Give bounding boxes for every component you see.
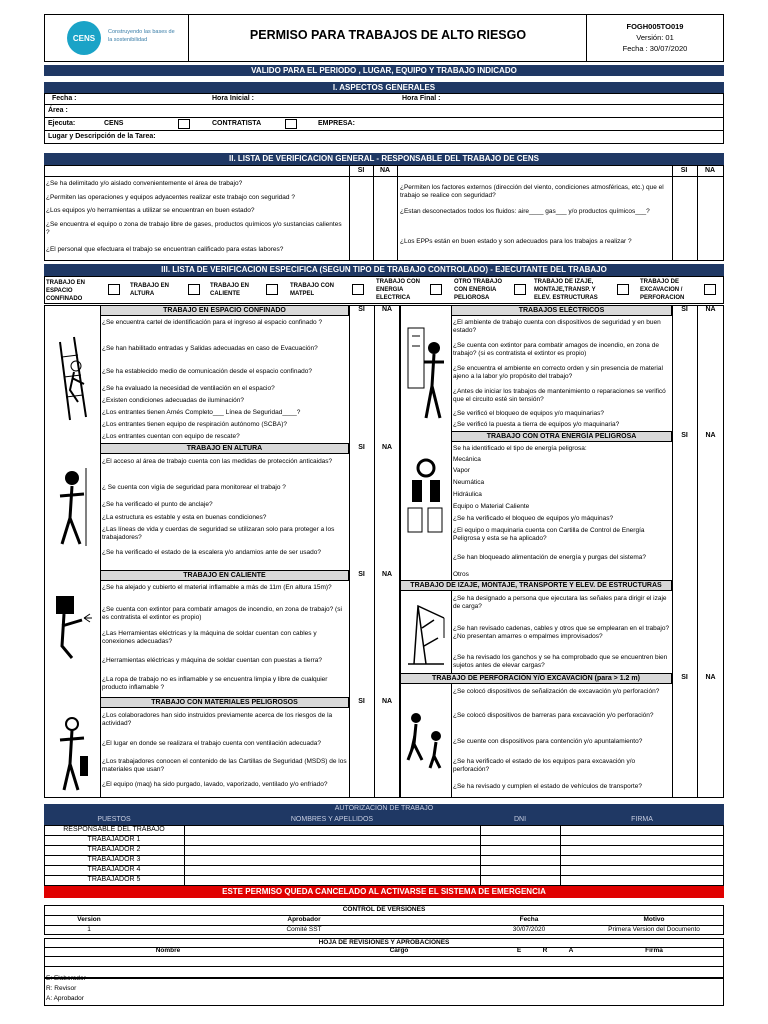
sec2-na-right: NA bbox=[704, 167, 716, 174]
type-caliente-checkbox[interactable] bbox=[266, 284, 278, 295]
legend-e: E: Elaborador bbox=[46, 975, 86, 982]
height-worker-icon bbox=[52, 468, 94, 548]
list-item: ¿Los colaboradores han sido instruidos previamente acerca de los riesgos de la actividad? bbox=[102, 712, 333, 727]
sec2-line bbox=[44, 176, 724, 177]
hazmat-worker-icon bbox=[54, 716, 92, 792]
sec2-na-left: NA bbox=[379, 167, 391, 174]
list-item: ¿Se han revisado cadenas, cables y otros que se emplearan en el trabajo? ¿No presentan amarres o empalmes improvisados? bbox=[453, 625, 670, 640]
type-electrica-label: TRABAJO CON ENERGIA ELECTRICA bbox=[376, 279, 420, 301]
col-line bbox=[100, 305, 101, 798]
list-item: ¿Los entrantes cuentan con equipo de rescate? bbox=[102, 433, 240, 440]
list-item: ¿Se han bloqueado alimentación de energía y purgas del sistema? bbox=[453, 554, 646, 561]
legend-box bbox=[44, 978, 724, 1006]
list-item: ¿Permiten las operaciones y equipos adyacentes realizar este trabajo con seguridad ? bbox=[46, 194, 295, 201]
list-item: ¿Se ha verificado el bloqueo de equipos y/o máquinas? bbox=[453, 515, 614, 522]
list-item: Vapor bbox=[453, 467, 470, 474]
list-item: ¿La estructura es estable y esta en buenas condiciones? bbox=[102, 514, 267, 521]
ver-fecha: 30/07/2020 bbox=[512, 926, 546, 933]
type-caliente-label: TRABAJO EN CALIENTE bbox=[210, 283, 250, 297]
type-izaje-label: TRABAJO DE IZAJE, MONTAJE,TRANSP. Y ELEV. ESTRUCTURAS bbox=[534, 279, 598, 301]
type-energia-checkbox[interactable] bbox=[514, 284, 526, 295]
document-version: Versión: 01 bbox=[636, 33, 674, 42]
table-row: TRABAJADOR 1 bbox=[87, 836, 141, 843]
col-line bbox=[374, 305, 375, 798]
valid-band: VALIDO PARA EL PERIODO , LUGAR, EQUIPO Y TRABAJO INDICADO bbox=[44, 65, 724, 76]
ver-col-motivo: Motivo bbox=[643, 916, 665, 923]
electrician-icon bbox=[404, 322, 448, 422]
list-item: ¿Se ha establecido medio de comunicación desde el espacio confinado? bbox=[102, 368, 312, 375]
list-item: ¿Se cuente con dispositivos para contención y/o apuntalamiento? bbox=[453, 738, 643, 745]
versions-title: CONTROL DE VERSIONES bbox=[342, 906, 426, 913]
sec2-col bbox=[373, 165, 374, 261]
list-item: ¿El acceso al área de trabajo cuenta con las medidas de protección anticaidas? bbox=[102, 458, 333, 465]
list-item: ¿Los equipos y/o herramientas a utilizar se encuentran en buen estado? bbox=[46, 207, 255, 214]
ejecuta-label: Ejecuta: bbox=[48, 120, 76, 127]
type-confinado-checkbox[interactable] bbox=[108, 284, 120, 295]
contratista-checkbox[interactable] bbox=[285, 119, 297, 129]
na-header: NA bbox=[381, 571, 393, 578]
svg-text:CENS: CENS bbox=[72, 34, 96, 43]
electricos-title: TRABAJOS ELÉCTRICOS bbox=[451, 305, 672, 316]
sec1-line bbox=[44, 104, 724, 105]
list-item: ¿Se encuentra el equipo o zona de trabajo libre de gases, productos químicos y/o sustancias calientes ? bbox=[46, 221, 342, 236]
list-item: ¿Existen condiciones adecuadas de iluminación? bbox=[102, 397, 245, 404]
list-item: Otros bbox=[453, 571, 469, 578]
ver-col-aprobador: Aprobador bbox=[287, 916, 321, 923]
list-item: ¿Se colocó dispositivos de señalización de excavación y/o perforación? bbox=[453, 688, 660, 695]
caliente-title: TRABAJO EN CALIENTE bbox=[100, 570, 349, 581]
list-item: ¿Las Herramientas eléctricas y la máquina de soldar cuentan con cables y conexiones adecuadas? bbox=[102, 630, 317, 645]
type-altura-checkbox[interactable] bbox=[188, 284, 200, 295]
sec2-col bbox=[697, 165, 698, 261]
list-item: ¿Se encuentra el ambiente en correcto orden y sin presencia de material ajeno a la labor y/o propósito del trabajo? bbox=[453, 365, 663, 380]
si-header: SI bbox=[358, 698, 365, 705]
list-item: ¿Se han habilitado entradas y Salidas adecuadas en caso de Evacuación? bbox=[102, 345, 318, 352]
cens-checkbox[interactable] bbox=[178, 119, 190, 129]
na-header: NA bbox=[705, 306, 716, 313]
cens-option-label: CENS bbox=[104, 120, 124, 127]
altura-title: TRABAJO EN ALTURA bbox=[100, 443, 349, 454]
rev-col-cargo: Cargo bbox=[389, 947, 409, 954]
na-header: NA bbox=[381, 306, 393, 313]
list-item: ¿Se cuenta con extintor para combatir amagos de incendio, en zona de trabajo? (si es contratista el extintor es propio) bbox=[453, 342, 659, 357]
list-item: ¿Los entrantes tienen equipo de respiración autónomo (SCBA)? bbox=[102, 421, 287, 428]
list-item: ¿Los EPPs están en buen estado y son adecuados para los trabajos a realizar ? bbox=[400, 238, 632, 245]
list-item: ¿Se ha verificado el estado de la escalera y/o andamios ante de ser usado? bbox=[102, 549, 321, 556]
rev-col-e: E bbox=[516, 947, 522, 954]
list-item: ¿La ropa de trabajo no es inflamable y se encuentra limpia y libre de cualquier producto inflamable ? bbox=[102, 676, 328, 691]
auth-col-puestos: PUESTOS bbox=[97, 816, 131, 823]
na-header: NA bbox=[381, 698, 393, 705]
perforacion-title: TRABAJO DE PERFORACIÓN Y/O EXCAVACIÓN (para > 1.2 m) bbox=[400, 673, 672, 684]
legend-r: R: Revisor bbox=[46, 985, 77, 992]
fecha-label: Fecha : bbox=[52, 95, 77, 102]
table-row: TRABAJADOR 5 bbox=[87, 876, 141, 883]
list-item: ¿El personal que efectuara el trabajo se encuentran calificado para estas labores? bbox=[46, 246, 284, 253]
rev-col-a: A bbox=[568, 947, 574, 954]
rev-col-r: R bbox=[542, 947, 548, 954]
table-row: RESPONSABLE DEL TRABAJO bbox=[63, 826, 165, 833]
list-item: ¿Se ha verificado el estado de los equipos para excavación y/o perforación? bbox=[453, 758, 636, 773]
list-item: ¿Se ha evaluado la necesidad de ventilación en el espacio? bbox=[102, 385, 275, 392]
list-item: ¿Antes de iniciar los trabajos de mantenimiento o reparaciones se verificó que el circuito esté sin tensión? bbox=[453, 388, 666, 403]
contratista-option-label: CONTRATISTA bbox=[212, 120, 262, 127]
izaje-title: TRABAJO DE IZAJE, MONTAJE, TRANSPORTE Y ELEV. DE ESTRUCTURAS bbox=[400, 580, 672, 591]
list-item: Equipo o Material Caliente bbox=[453, 503, 530, 510]
sec2-divider bbox=[397, 165, 398, 261]
hora-inicial-label: Hora Inicial : bbox=[212, 95, 255, 102]
list-item: ¿Se verificó la puesta a tierra de equipos y/o maquinaria? bbox=[453, 421, 620, 428]
ver-aprobador: Comité SST bbox=[286, 926, 322, 933]
si-header: SI bbox=[358, 444, 365, 451]
type-excavacion-label: TRABAJO DE EXCAVACION / PERFORACION bbox=[640, 279, 685, 301]
sec1-line bbox=[44, 130, 724, 131]
legend-a: A: Aprobador bbox=[46, 995, 84, 1002]
rev-col-firma: Firma bbox=[645, 947, 663, 954]
auth-title: AUTORIZACION DE TRABAJO bbox=[44, 804, 724, 814]
confined-space-worker-icon bbox=[52, 332, 92, 422]
si-header: SI bbox=[681, 306, 688, 313]
sec1-line bbox=[44, 117, 724, 118]
ver-version: 1 bbox=[87, 926, 91, 933]
sec2-col bbox=[349, 165, 350, 261]
list-item: ¿ Se cuenta con vigía de seguridad para monitorear el trabajo ? bbox=[102, 484, 286, 491]
section3-title: III. LISTA DE VERIFICACION ESPECIFICA (SEGUN TIPO DE TRABAJO CONTROLADO) - EJECUTANTE DEL TRABAJO bbox=[44, 264, 724, 276]
energia-title: TRABAJO CON OTRA ENERGÍA PELIGROSA bbox=[451, 431, 672, 442]
sec2-si-left: SI bbox=[357, 167, 365, 174]
list-item: ¿Se ha verificado el punto de anclaje? bbox=[102, 501, 213, 508]
ver-motivo: Primera Version del Documento bbox=[608, 926, 700, 933]
ver-col-fecha: Fecha bbox=[519, 916, 539, 923]
list-item: ¿Se ha revisado los ganchos y se ha comprobado que se encuentren bien sujetos antes de elevar cargas? bbox=[453, 654, 668, 669]
list-item: Se ha identificado el tipo de energía peligrosa: bbox=[453, 445, 587, 452]
list-item: ¿Los trabajadores conocen el contenido de las Cartillas de Seguridad (MSDS) de los materiales que usan? bbox=[102, 758, 347, 773]
section2-title: II. LISTA DE VERIFICACION GENERAL - RESPONSABLE DEL TRABAJO DE CENS bbox=[44, 153, 724, 165]
si-header: SI bbox=[681, 674, 688, 681]
na-header: NA bbox=[381, 444, 393, 451]
list-item: Neumática bbox=[453, 479, 485, 486]
list-item: ¿Permiten los factores externos (dirección del viento, condiciones atmosféricas, etc.) que el trabajo se realice con seguridad? bbox=[400, 184, 664, 199]
rev-line bbox=[44, 966, 724, 967]
table-row: TRABAJADOR 4 bbox=[87, 866, 141, 873]
table-row: TRABAJADOR 2 bbox=[87, 846, 141, 853]
rev-line bbox=[44, 956, 724, 957]
col-line bbox=[672, 305, 673, 798]
list-item: ¿Se ha designado a persona que ejecutara las señales para dirigir el izaje de carga? bbox=[453, 595, 667, 610]
document-code: FOGH005TO019 bbox=[626, 22, 684, 31]
crane-icon bbox=[404, 598, 448, 668]
si-header: SI bbox=[358, 571, 365, 578]
list-item: ¿El lugar en donde se realizara el trabajo cuenta con ventilación adecuada? bbox=[102, 740, 321, 747]
list-item: ¿El equipo (maq) ha sido purgado, lavado, vaporizado, ventilado y/o enfriado? bbox=[102, 781, 328, 788]
lockout-tags-icon bbox=[404, 456, 448, 536]
na-header: NA bbox=[705, 674, 716, 681]
list-item: ¿Se ha alejado y cubierto el material inflamable a más de 11m (En altura 15m)? bbox=[102, 584, 332, 591]
area-label: Área : bbox=[48, 107, 68, 114]
list-item: ¿El equipo o maquinaria cuenta con Cartilla de Control de Energía Peligrosa y esta se ha aplicado? bbox=[453, 527, 645, 542]
auth-col-nombres: NOMBRES Y APELLIDOS bbox=[290, 816, 374, 823]
table-row: TRABAJADOR 3 bbox=[87, 856, 141, 863]
emergency-banner: ESTE PERMISO QUEDA CANCELADO AL ACTIVARSE EL SISTEMA DE EMERGENCIA bbox=[44, 886, 724, 898]
type-matpel-label: TRABAJO CON MATPEL bbox=[290, 283, 335, 297]
hora-final-label: Hora Final : bbox=[402, 95, 441, 102]
type-energia-label: OTRO TRABAJO CON ENERGIA PELIGROSA bbox=[454, 279, 502, 301]
col-line bbox=[451, 305, 452, 798]
list-item: Hidráulica bbox=[453, 491, 482, 498]
list-item: ¿Estan desconectados todos los fluidos: aire____ gas___ y/o productos químicos___? bbox=[400, 208, 650, 215]
list-item: ¿Se verificó el bloqueo de equipos y/o maquinarias? bbox=[453, 410, 605, 417]
list-item: ¿Se ha delimitado y/o aislado convenientemente el área de trabajo? bbox=[46, 180, 243, 187]
logo-tagline: Construyendo las bases de la sostenibilidad bbox=[108, 29, 175, 43]
si-header: SI bbox=[681, 432, 688, 439]
type-electrica-checkbox[interactable] bbox=[430, 284, 442, 295]
list-item: ¿Se cuenta con extintor para combatir amagos de incendio, en zona de trabajo? (si es contratista el extintor es propio) bbox=[102, 606, 342, 621]
type-izaje-checkbox[interactable] bbox=[617, 284, 629, 295]
lugar-label: Lugar y Descripción de la Tarea: bbox=[48, 133, 156, 140]
excavation-workers-icon bbox=[404, 710, 448, 770]
matpel-title: TRABAJO CON MATERIALES PELIGROSOS bbox=[100, 697, 349, 708]
col-line bbox=[697, 305, 698, 798]
na-header: NA bbox=[705, 432, 716, 439]
revisions-title: HOJA DE REVISIONES Y APROBACIONES bbox=[318, 939, 450, 946]
type-confinado-label: TRABAJO EN ESPACIO CONFINADO bbox=[46, 280, 86, 302]
type-excavacion-checkbox[interactable] bbox=[704, 284, 716, 295]
confinado-title: TRABAJO EN ESPACIO CONFINADO bbox=[100, 305, 349, 316]
list-item: ¿Los entrantes tienen Arnés Completo___ Línea de Seguridad____? bbox=[102, 409, 301, 416]
type-altura-label: TRABAJO EN ALTURA bbox=[130, 283, 170, 297]
col-line bbox=[349, 305, 350, 798]
list-item: ¿El ambiente de trabajo cuenta con dispositivos de seguridad y en buen estado? bbox=[453, 319, 661, 334]
si-header: SI bbox=[358, 306, 365, 313]
list-item: ¿Se encuentra cartel de identificación para el ingreso al espacio confinado ? bbox=[102, 319, 323, 326]
rev-col-nombre: Nombre bbox=[155, 947, 181, 954]
document-date: Fecha : 30/07/2020 bbox=[622, 44, 688, 53]
auth-col-firma: FIRMA bbox=[631, 816, 653, 823]
list-item: ¿Se colocó dispositivos de barreras para excavación y/o perforación? bbox=[453, 712, 654, 719]
cens-logo-icon bbox=[64, 20, 104, 56]
document-title: PERMISO PARA TRABAJOS DE ALTO RIESGO bbox=[249, 28, 527, 42]
list-item: ¿Se ha revisado y cumplen el estado de vehículos de transporte? bbox=[453, 783, 642, 790]
ver-col-version: Version bbox=[77, 916, 101, 923]
section1-title: I. ASPECTOS GENERALES bbox=[44, 82, 724, 93]
sec2-col bbox=[672, 165, 673, 261]
welder-icon bbox=[50, 590, 94, 660]
auth-col-dni: DNI bbox=[513, 816, 527, 823]
list-item: ¿Herramientas eléctricas y máquina de soldar cuentan con puestas a tierra? bbox=[102, 657, 323, 664]
list-item: Mecánica bbox=[453, 456, 481, 463]
type-matpel-checkbox[interactable] bbox=[352, 284, 364, 295]
list-item: ¿Las líneas de vida y cuerdas de seguridad se utilizaran solo para proteger a los trabajadores? bbox=[102, 526, 335, 541]
sec2-si-right: SI bbox=[680, 167, 688, 174]
empresa-label: EMPRESA: bbox=[318, 120, 355, 127]
